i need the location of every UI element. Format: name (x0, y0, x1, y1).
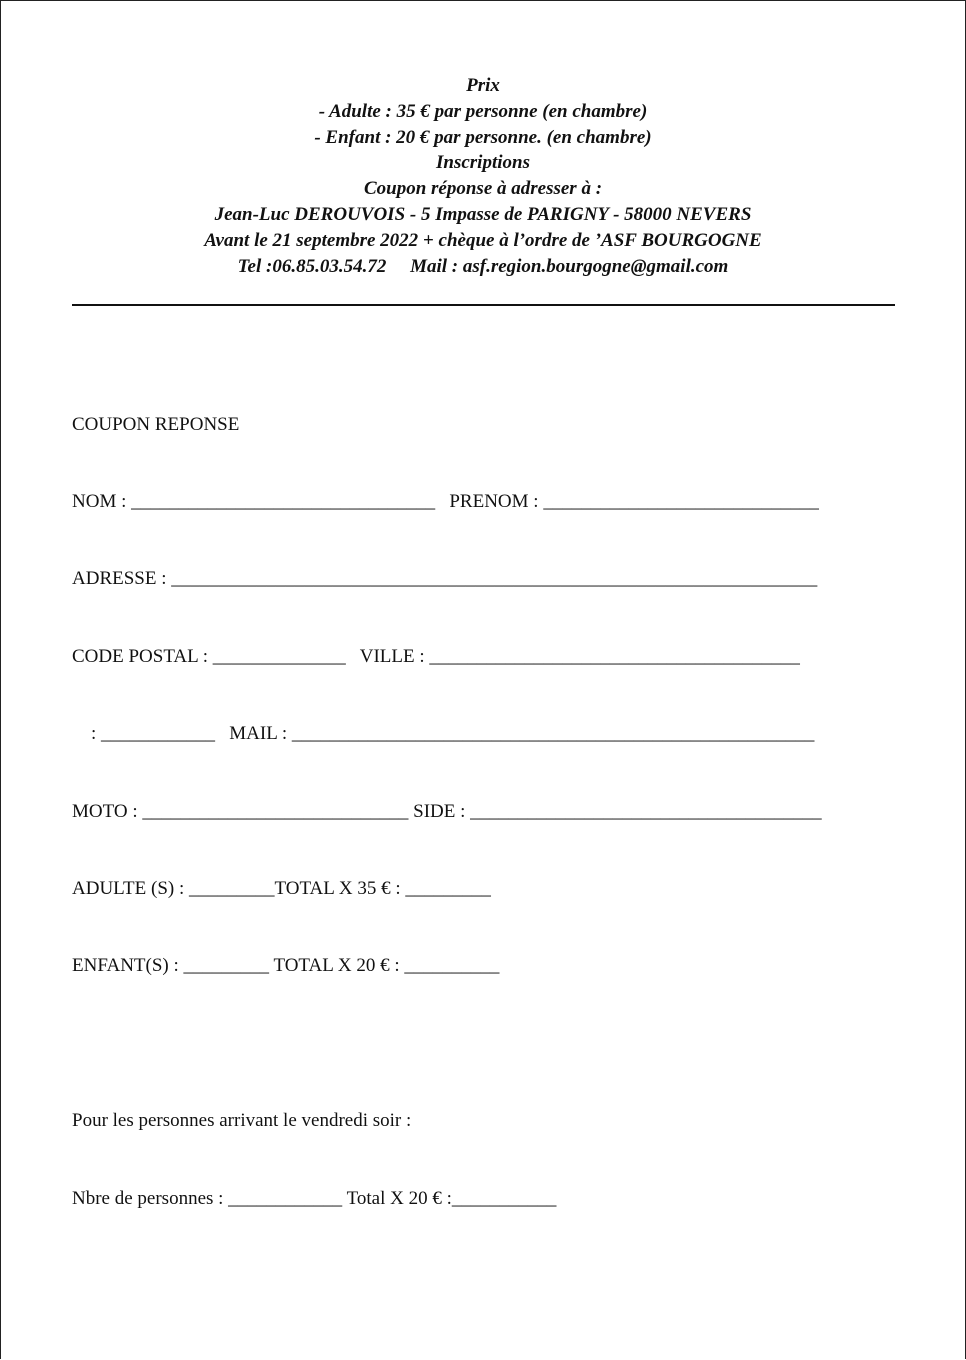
header-inscriptions: Inscriptions (436, 152, 530, 174)
adulte-total-field[interactable]: ADULTE (S) : _________TOTAL X 35 € : _________ (72, 877, 491, 899)
header-price-adult: - Adulte : 35 € par personne (en chambre) (318, 100, 648, 122)
header-price-child: - Enfant : 20 € par personne. (en chambre) (314, 126, 652, 148)
header-contact: Tel :06.85.03.54.72 Mail : asf.region.bourgogne@gmail.com (237, 255, 729, 277)
coupon-title: COUPON REPONSE (72, 413, 240, 435)
code-postal-ville-field[interactable]: CODE POSTAL : ______________ VILLE : _______________________________________ (72, 645, 800, 667)
price-info-header (1, 73, 965, 279)
moto-side-field[interactable]: MOTO : ____________________________ SIDE : _____________________________________ (72, 800, 822, 822)
nom-prenom-field[interactable]: NOM : ________________________________ PRENOM : _____________________________ (72, 490, 819, 512)
header-coupon-address-intro: Coupon réponse à adresser à : (363, 178, 603, 200)
separator-rule (72, 304, 895, 306)
header-recipient-address: Jean-Luc DEROUVOIS - 5 Impasse de PARIGNY - 58000 NEVERS (214, 203, 752, 225)
nbre-personnes-field[interactable]: Nbre de personnes : ____________ Total X 20 € :___________ (72, 1187, 557, 1209)
adresse-field[interactable]: ADRESSE : ____________________________________________________________________ (72, 568, 818, 590)
vendredi-note: Pour les personnes arrivant le vendredi soir : (72, 1110, 412, 1132)
enfant-total-field[interactable]: ENFANT(S) : _________ TOTAL X 20 € : __________ (72, 955, 500, 977)
spacer (72, 1031, 822, 1057)
coupon-form (72, 360, 822, 1263)
header-title-prix: Prix (466, 75, 500, 96)
header-deadline: Avant le 21 septembre 2022 + chèque à l’ordre de ’ASF BOURGOGNE (204, 229, 762, 251)
tel-mail-field[interactable]: : ____________ MAIL : _______________________________________________________ (72, 723, 815, 745)
